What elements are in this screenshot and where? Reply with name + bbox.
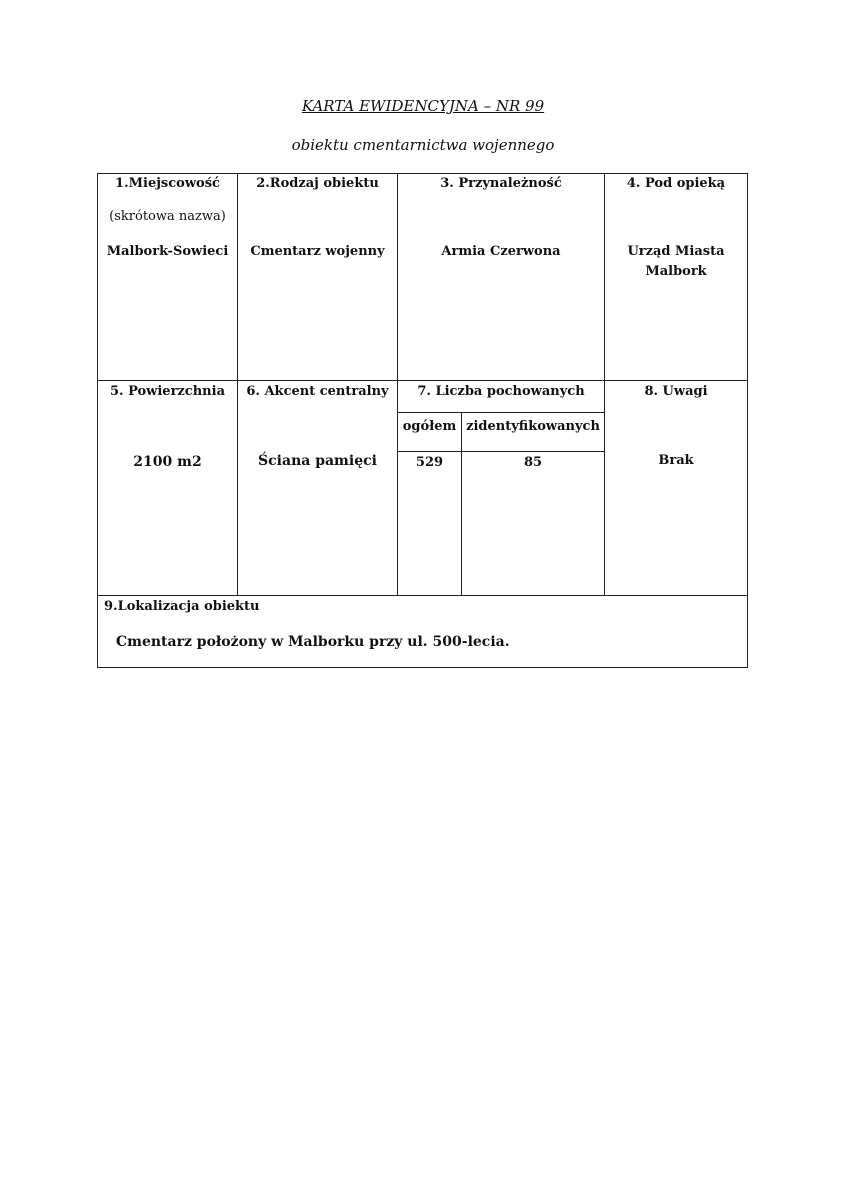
miejscowosc-header: 1.Miejscowość: [115, 176, 220, 191]
przynaleznosc-header: 3. Przynależność: [440, 176, 562, 191]
opieka-header: 4. Pod opieką: [626, 176, 726, 191]
akcent-value: Ściana pamięci: [258, 453, 377, 469]
miejscowosc-note: (skrótowa nazwa): [109, 209, 226, 224]
pochowani-ogolem-label: ogółem: [402, 419, 457, 434]
uwagi-value: Brak: [658, 453, 694, 468]
miejscowosc-value: Malbork-Sowieci: [106, 244, 229, 259]
lokalizacja-value: Cmentarz położony w Malborku przy ul. 500-lecia.: [116, 634, 510, 650]
lokalizacja-header: 9.Lokalizacja obiektu: [104, 599, 260, 614]
table-border-right: [747, 173, 748, 668]
document-title: KARTA EWIDENCYJNA – NR 99: [301, 97, 545, 115]
pochowani-ogolem-value: 529: [415, 455, 444, 470]
document-subtitle: obiektu cmentarnictwa wojennego: [291, 136, 555, 154]
akcent-header: 6. Akcent centralny: [246, 384, 389, 399]
pochowani-header: 7. Liczba pochowanych: [417, 384, 585, 399]
przynaleznosc-value: Armia Czerwona: [441, 244, 561, 259]
pochowani-zidentyfikowani-label: zidentyfikowanych: [466, 419, 600, 434]
powierzchnia-header: 5. Powierzchnia: [109, 384, 225, 399]
table-divider-row1: [97, 380, 748, 381]
rodzaj-value: Cmentarz wojenny: [250, 244, 385, 259]
table-border-bottom: [97, 667, 748, 668]
uwagi-header: 8. Uwagi: [644, 384, 708, 399]
rodzaj-header: 2.Rodzaj obiektu: [256, 176, 379, 191]
pochowani-zidentyfikowani-value: 85: [523, 455, 543, 470]
powierzchnia-value: 2100 m2: [133, 454, 202, 470]
table-divider-subheader-bottom: [397, 451, 605, 452]
table-divider-subcol: [461, 412, 462, 596]
table-divider-subheader-top: [397, 412, 605, 413]
table-divider-row2: [97, 595, 748, 596]
opieka-value-line2: Malbork: [645, 264, 707, 279]
opieka-value-line1: Urząd Miasta: [627, 244, 725, 259]
